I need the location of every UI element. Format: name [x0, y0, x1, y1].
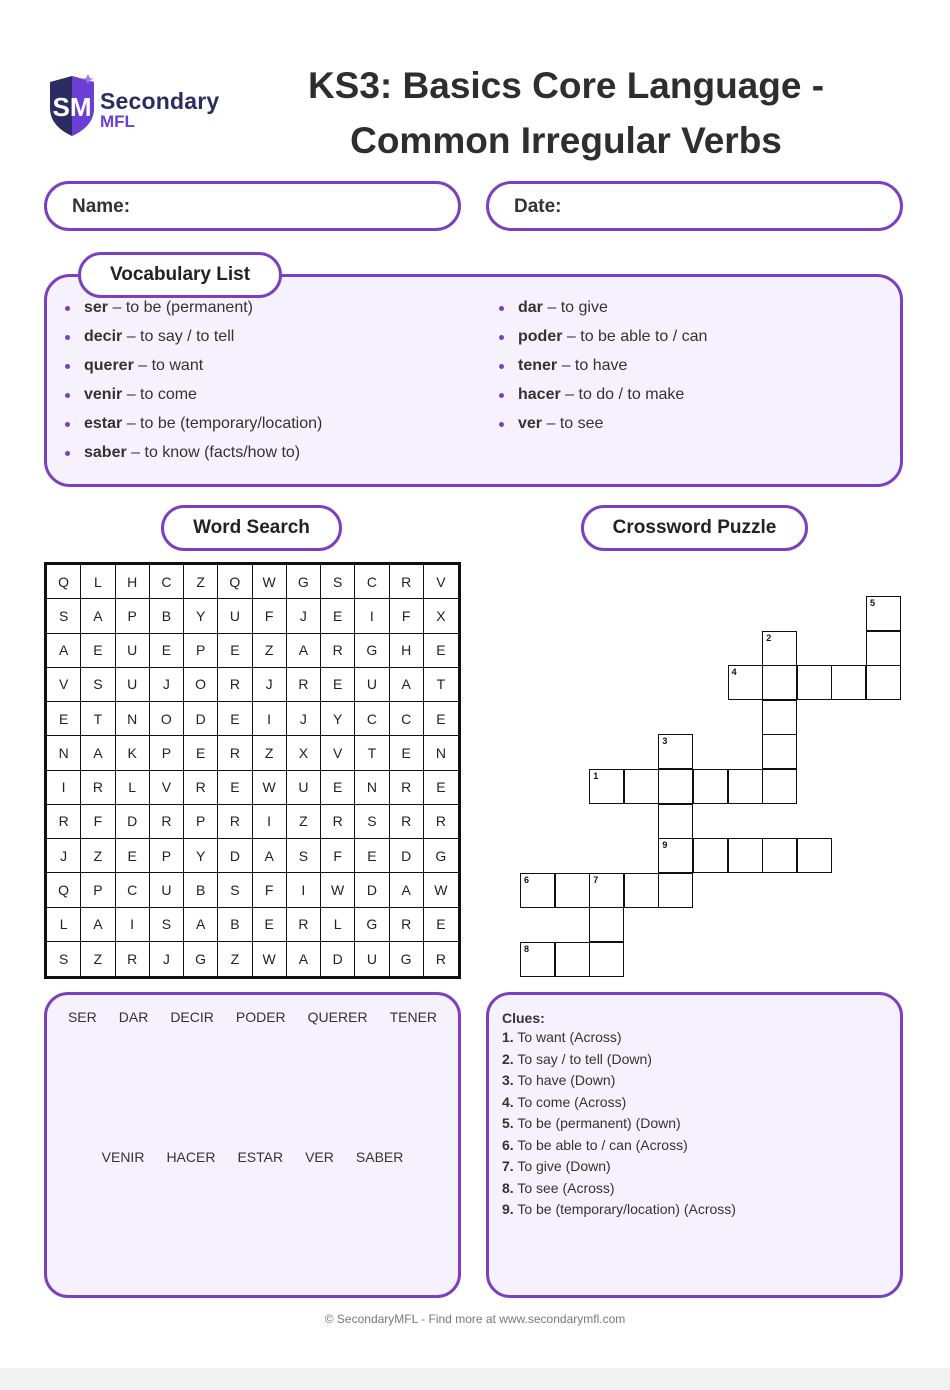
word-search-cell[interactable]: P: [81, 873, 115, 907]
word-search-cell[interactable]: R: [218, 805, 252, 839]
crossword-cell[interactable]: [589, 769, 624, 804]
word-search-cell[interactable]: C: [116, 873, 150, 907]
word-search-cell[interactable]: E: [424, 634, 458, 668]
word-search-cell[interactable]: R: [321, 634, 355, 668]
bottom-strip: [0, 1368, 950, 1390]
word-search-cell[interactable]: C: [390, 702, 424, 736]
word-search-cell[interactable]: V: [150, 771, 184, 805]
word-search-cell[interactable]: Q: [47, 873, 81, 907]
word-list-item: DAR: [118, 1009, 149, 1025]
crossword-cell[interactable]: [728, 769, 763, 804]
word-search-cell[interactable]: D: [184, 702, 218, 736]
clue-item: 2. To say / to tell (Down): [502, 1050, 652, 1067]
list-item: venir – to come: [62, 383, 322, 412]
word-search-cell[interactable]: E: [321, 599, 355, 633]
word-search-cell[interactable]: J: [253, 668, 287, 702]
crossword-clue-number: 6: [524, 874, 530, 885]
word-search-cell[interactable]: R: [47, 805, 81, 839]
word-search-cell[interactable]: Y: [184, 839, 218, 873]
word-list-item: SABER: [355, 1149, 404, 1165]
crossword-cell[interactable]: [762, 665, 797, 700]
vocabulary-heading: Vocabulary List: [78, 252, 282, 298]
crossword-heading: Crossword Puzzle: [581, 505, 808, 551]
crossword-clue-number: 5: [870, 598, 876, 608]
word-search-cell[interactable]: Z: [253, 736, 287, 770]
word-search-cell[interactable]: F: [390, 599, 424, 633]
crossword-cell[interactable]: [797, 838, 832, 873]
word-search-heading: Word Search: [161, 505, 342, 551]
crossword-clue-number: 7: [593, 874, 599, 885]
word-search-cell[interactable]: W: [253, 942, 287, 976]
word-search-cell[interactable]: X: [287, 736, 321, 770]
word-search-cell[interactable]: A: [287, 942, 321, 976]
crossword-cell[interactable]: [762, 769, 797, 804]
word-search-cell[interactable]: Y: [321, 702, 355, 736]
word-search-cell[interactable]: A: [253, 839, 287, 873]
word-search-cell[interactable]: T: [424, 668, 458, 702]
word-search-cell[interactable]: W: [253, 771, 287, 805]
word-search-cell[interactable]: Z: [287, 805, 321, 839]
word-search-cell[interactable]: S: [287, 839, 321, 873]
word-search-cell[interactable]: R: [390, 565, 424, 599]
word-search-cell[interactable]: O: [150, 702, 184, 736]
list-item: tener – to have: [496, 354, 707, 383]
word-search-cell[interactable]: S: [150, 908, 184, 942]
word-list-item: DECIR: [170, 1009, 214, 1025]
word-search-cell[interactable]: G: [424, 839, 458, 873]
word-search-cell[interactable]: F: [321, 839, 355, 873]
crossword-cell[interactable]: [831, 665, 866, 700]
crossword-cell[interactable]: [693, 769, 728, 804]
word-search-cell[interactable]: W: [424, 873, 458, 907]
crossword-cell[interactable]: [589, 873, 624, 908]
word-search-cell[interactable]: R: [287, 908, 321, 942]
word-search-cell[interactable]: U: [150, 873, 184, 907]
crossword-cell[interactable]: [520, 873, 555, 908]
word-search-cell[interactable]: D: [390, 839, 424, 873]
word-search-cell[interactable]: P: [150, 736, 184, 770]
clue-item: 1. To want (Across): [502, 1029, 622, 1045]
word-search-cell[interactable]: G: [390, 942, 424, 976]
word-search-cell[interactable]: S: [47, 599, 81, 633]
word-search-cell[interactable]: R: [424, 805, 458, 839]
crossword-cell[interactable]: [589, 907, 624, 942]
word-search-cell[interactable]: R: [390, 771, 424, 805]
word-search-cell[interactable]: I: [355, 599, 389, 633]
word-search-cell[interactable]: H: [390, 634, 424, 668]
crossword-cell[interactable]: [693, 838, 728, 873]
word-search-cell[interactable]: R: [435, 950, 446, 967]
word-search-cell[interactable]: Q: [47, 565, 81, 599]
word-search-cell[interactable]: B: [150, 599, 184, 633]
word-search-cell[interactable]: J: [150, 668, 184, 702]
word-search-cell[interactable]: G: [355, 908, 389, 942]
word-search-cell[interactable]: E: [424, 702, 458, 736]
word-search-cell[interactable]: E: [218, 771, 252, 805]
word-search-cell[interactable]: R: [390, 908, 424, 942]
crossword-cell[interactable]: [762, 700, 797, 735]
word-search-cell[interactable]: R: [218, 736, 252, 770]
word-search-grid: [44, 562, 461, 979]
word-search-cell[interactable]: S: [355, 805, 389, 839]
crossword-cell[interactable]: [555, 942, 590, 977]
clue-item: 7. To give (Down): [502, 1158, 611, 1174]
word-search-cell[interactable]: J: [150, 942, 184, 976]
word-search-cell[interactable]: L: [47, 908, 81, 942]
word-search-cell[interactable]: I: [253, 805, 287, 839]
word-list-item: SER: [67, 1009, 97, 1025]
word-search-cell[interactable]: C: [150, 565, 184, 599]
page-title: [250, 58, 882, 168]
clue-item: 9. To be (temporary/location) (Across): [502, 1201, 736, 1217]
word-search-cell[interactable]: A: [390, 668, 424, 702]
word-search-cell[interactable]: A: [81, 599, 115, 633]
word-search-cell[interactable]: P: [150, 839, 184, 873]
word-search-cell[interactable]: L: [321, 908, 355, 942]
crossword-cell[interactable]: [866, 596, 901, 631]
crossword-cell[interactable]: [624, 873, 659, 908]
clue-item: 3. To have (Down): [502, 1072, 616, 1088]
word-search-cell[interactable]: R: [81, 771, 115, 805]
word-search-cell[interactable]: V: [47, 668, 81, 702]
word-search-cell[interactable]: R: [184, 771, 218, 805]
word-search-cell[interactable]: G: [287, 565, 321, 599]
word-search-cell[interactable]: I: [287, 873, 321, 907]
word-search-cell[interactable]: S: [218, 873, 252, 907]
word-search-cell[interactable]: U: [287, 771, 321, 805]
word-search-cell[interactable]: B: [218, 908, 252, 942]
word-search-cell[interactable]: E: [218, 634, 252, 668]
crossword-cell[interactable]: [589, 942, 624, 977]
word-search-cell[interactable]: A: [47, 634, 81, 668]
crossword-cell[interactable]: [658, 769, 693, 804]
word-search-cell[interactable]: U: [116, 668, 150, 702]
word-search-cell[interactable]: Z: [81, 942, 115, 976]
word-search-cell[interactable]: X: [424, 599, 458, 633]
word-search-cell[interactable]: E: [355, 839, 389, 873]
word-search-cell[interactable]: U: [355, 668, 389, 702]
clue-item: 4. To come (Across): [502, 1093, 627, 1110]
crossword-cell[interactable]: [797, 665, 832, 700]
title-line1: KS3: Basics Core Language -: [307, 65, 825, 106]
word-search-cell[interactable]: N: [424, 736, 458, 770]
crossword-cell[interactable]: [728, 838, 763, 873]
word-search-cell[interactable]: I: [253, 702, 287, 736]
word-search-cell[interactable]: U: [218, 599, 252, 633]
word-search-cell[interactable]: Z: [184, 565, 218, 599]
word-search-cell[interactable]: G: [355, 634, 389, 668]
word-search-cell[interactable]: J: [47, 839, 81, 873]
word-search-cell[interactable]: P: [116, 599, 150, 633]
word-search-cell[interactable]: E: [150, 634, 184, 668]
word-search-cell[interactable]: A: [81, 736, 115, 770]
word-search-cell[interactable]: P: [184, 634, 218, 668]
clue-item: 5. To be (permanent) (Down): [502, 1115, 681, 1131]
word-search-cell[interactable]: E: [218, 702, 252, 736]
crossword-cell[interactable]: [658, 734, 693, 769]
word-search-cell[interactable]: R: [218, 668, 252, 702]
word-search-cell[interactable]: E: [81, 634, 115, 668]
word-search-cell[interactable]: D: [116, 805, 150, 839]
word-search-cell[interactable]: V: [321, 736, 355, 770]
crossword-cell[interactable]: [762, 734, 797, 769]
word-search-cell[interactable]: E: [321, 668, 355, 702]
word-search-cell[interactable]: E: [424, 771, 458, 805]
word-list-item: QUERER: [307, 1009, 368, 1025]
list-item: estar – to be (temporary/location): [62, 412, 322, 441]
crossword-clue-number: 9: [662, 840, 668, 851]
name-field[interactable]: [44, 181, 461, 231]
word-search-cell[interactable]: Z: [218, 942, 252, 976]
word-search-cell[interactable]: B: [184, 873, 218, 907]
footer-text: © SecondaryMFL - Find more at www.secondarymfl.com: [324, 1312, 626, 1326]
word-search-cell[interactable]: N: [47, 736, 81, 770]
clues-heading: Clues:: [502, 1010, 545, 1026]
word-search-cell[interactable]: U: [116, 634, 150, 668]
word-search-cell[interactable]: Q: [218, 565, 252, 599]
crossword-clue-number: 1: [593, 771, 599, 781]
word-search-cell[interactable]: R: [116, 942, 150, 976]
vocabulary-list-right: [496, 296, 707, 441]
word-search-cell[interactable]: J: [287, 702, 321, 736]
crossword-cell[interactable]: [555, 873, 590, 908]
list-item: decir – to say / to tell: [62, 325, 322, 354]
word-search-cell[interactable]: E: [390, 736, 424, 770]
crossword-cell[interactable]: [866, 665, 901, 700]
title-line2: Common Irregular Verbs: [350, 120, 782, 161]
word-list-item: VER: [305, 1149, 334, 1165]
crossword-cell[interactable]: [728, 665, 763, 700]
word-search-cell[interactable]: S: [321, 565, 355, 599]
word-search-cell[interactable]: L: [81, 565, 115, 599]
crossword-cell[interactable]: [866, 631, 901, 666]
clue-item: 6. To be able to / can (Across): [502, 1136, 688, 1153]
crossword-cell[interactable]: [762, 631, 797, 666]
word-search-cell[interactable]: R: [321, 805, 355, 839]
word-search-cell[interactable]: S: [47, 942, 81, 976]
word-list-item: TENER: [389, 1009, 438, 1025]
word-search-cell[interactable]: R: [287, 668, 321, 702]
crossword-cell[interactable]: [658, 804, 693, 839]
word-search-cell[interactable]: R: [150, 805, 184, 839]
list-item: ser – to be (permanent): [62, 296, 322, 325]
word-search-cell[interactable]: L: [116, 771, 150, 805]
list-item: ver – to see: [496, 412, 707, 441]
word-search-cell[interactable]: O: [184, 668, 218, 702]
logo-line2: MFL: [100, 112, 135, 131]
word-search-cell[interactable]: C: [355, 702, 389, 736]
clue-item: 8. To see (Across): [502, 1179, 615, 1196]
word-search-cell[interactable]: I: [116, 908, 150, 942]
date-field[interactable]: [486, 181, 903, 231]
word-list-item: VENIR: [101, 1149, 145, 1165]
list-item: saber – to know (facts/how to): [62, 441, 322, 470]
word-search-cell[interactable]: Z: [81, 839, 115, 873]
crossword-clue-number: 3: [662, 736, 668, 747]
list-item: hacer – to do / to make: [496, 383, 707, 412]
crossword-cell[interactable]: [658, 838, 693, 873]
word-search-cell[interactable]: F: [253, 873, 287, 907]
word-search-cell[interactable]: N: [116, 702, 150, 736]
word-search-cell[interactable]: G: [184, 942, 218, 976]
word-list-item: HACER: [166, 1149, 216, 1165]
logo-mark-letters: SM: [52, 92, 92, 122]
clues-panel: [486, 992, 903, 1298]
logo-line1: Secondary: [100, 88, 220, 114]
word-search-cell[interactable]: E: [321, 771, 355, 805]
crossword-cell[interactable]: [624, 769, 659, 804]
crossword-cell[interactable]: [520, 942, 555, 977]
word-search-cell[interactable]: W: [253, 565, 287, 599]
word-search-cell[interactable]: U: [355, 942, 389, 976]
name-label: Name:: [72, 196, 131, 217]
word-list-panel: [44, 992, 461, 1298]
word-search-cell[interactable]: D: [321, 942, 355, 976]
word-list-row-1: [47, 1009, 458, 1025]
word-search-cell[interactable]: S: [81, 668, 115, 702]
logo: [46, 74, 236, 140]
word-search-cell[interactable]: C: [355, 565, 389, 599]
crossword-cell[interactable]: [762, 838, 797, 873]
word-search-cell[interactable]: F: [81, 805, 115, 839]
word-list-item: PODER: [235, 1009, 286, 1025]
logo-shield-icon: [46, 74, 98, 140]
word-search-cell[interactable]: P: [184, 805, 218, 839]
word-list-item: ESTAR: [237, 1149, 284, 1165]
crossword-clue-number: 2: [766, 632, 772, 643]
crossword-clue-number: 4: [731, 667, 737, 678]
word-search-cell[interactable]: F: [253, 599, 287, 633]
word-search-cell[interactable]: D: [355, 873, 389, 907]
word-search-cell[interactable]: E: [424, 908, 458, 942]
word-search-cell[interactable]: A: [390, 873, 424, 907]
vocabulary-list-left: [62, 296, 322, 470]
word-search-cell[interactable]: Z: [253, 634, 287, 668]
word-search-cell[interactable]: A: [287, 634, 321, 668]
date-label: Date:: [514, 196, 562, 217]
list-item: querer – to want: [62, 354, 322, 383]
crossword-cell[interactable]: [658, 873, 693, 908]
word-search-cell[interactable]: T: [355, 736, 389, 770]
word-search-cell[interactable]: E: [116, 839, 150, 873]
word-search-cell[interactable]: A: [184, 908, 218, 942]
crossword-clue-number: 8: [524, 944, 530, 954]
word-search-cell[interactable]: T: [81, 702, 115, 736]
word-search-cell[interactable]: V: [424, 565, 458, 599]
word-search-cell[interactable]: E: [184, 736, 218, 770]
word-search-cell[interactable]: H: [116, 565, 150, 599]
word-search-cell[interactable]: K: [116, 736, 150, 770]
word-search-cell[interactable]: Y: [184, 599, 218, 633]
word-search-cell[interactable]: N: [355, 771, 389, 805]
word-search-cell[interactable]: E: [253, 908, 287, 942]
word-search-cell[interactable]: W: [321, 873, 355, 907]
list-item: poder – to be able to / can: [496, 325, 707, 354]
word-search-cell[interactable]: A: [81, 908, 115, 942]
word-list-row-2: [47, 1149, 458, 1165]
word-search-cell[interactable]: D: [218, 839, 252, 873]
clues-list: [502, 1029, 736, 1223]
word-search-cell[interactable]: I: [47, 771, 81, 805]
word-search-cell[interactable]: R: [390, 805, 424, 839]
word-search-cell[interactable]: J: [287, 599, 321, 633]
list-item: dar – to give: [496, 296, 707, 325]
word-search-cell[interactable]: E: [47, 702, 81, 736]
